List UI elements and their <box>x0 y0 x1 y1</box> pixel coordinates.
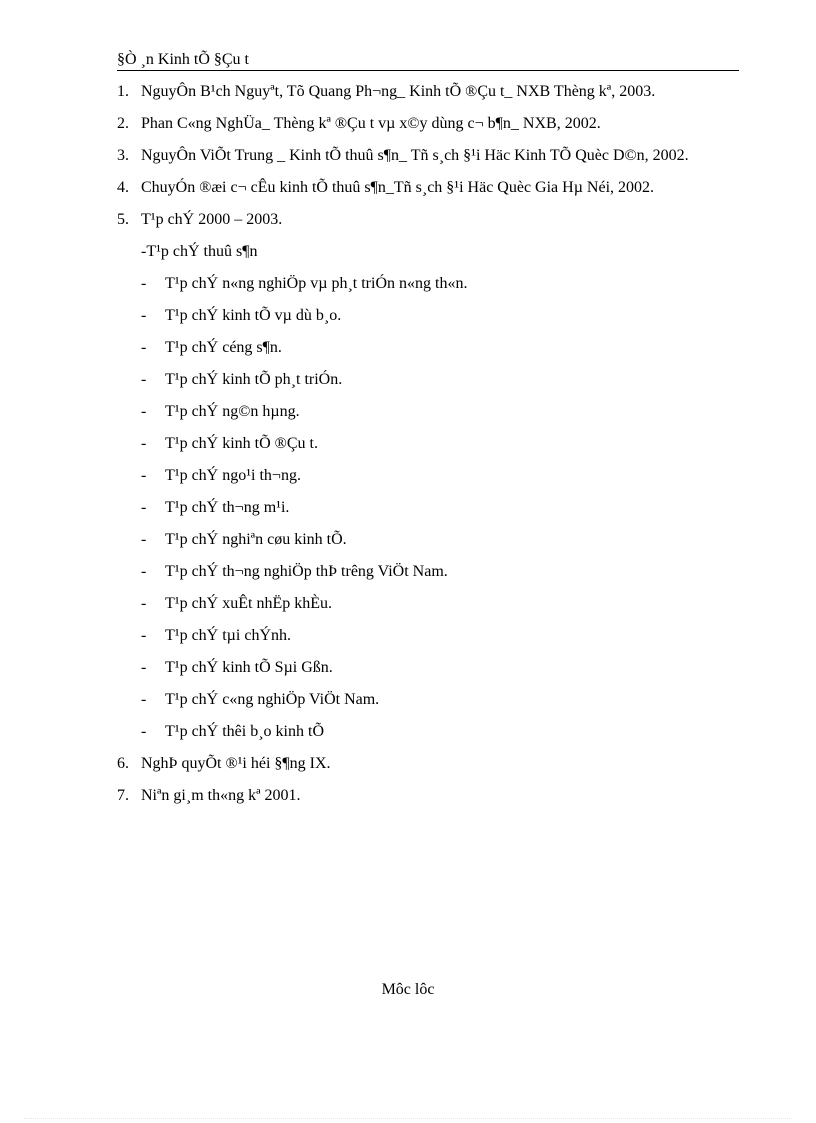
journal-text: T¹p chÝ kinh tÕ Sµi Gßn. <box>165 659 333 676</box>
dash-bullet: - <box>141 467 147 484</box>
reference-item <box>117 748 739 780</box>
journal-text: T¹p chÝ kinh tÕ ph¸t triÓn. <box>165 371 343 388</box>
reference-number: 2. <box>117 115 129 132</box>
dash-bullet: - <box>141 339 147 356</box>
reference-list <box>117 76 739 812</box>
reference-item <box>117 204 739 236</box>
reference-item <box>117 172 739 204</box>
journal-item <box>117 684 739 716</box>
journal-text: T¹p chÝ xuÊt nhËp khÈu. <box>165 595 332 612</box>
dash-bullet: - <box>141 595 147 612</box>
journal-item <box>117 332 739 364</box>
journal-text: T¹p chÝ nghiªn cøu kinh tÕ. <box>165 531 347 548</box>
page-header: §Ò ¸n Kinh tÕ §Çu t <box>117 50 739 71</box>
journal-item <box>117 716 739 748</box>
dash-bullet: - <box>141 659 147 676</box>
dash-bullet: - <box>141 499 147 516</box>
reference-text: Niªn gi¸m th«ng kª 2001. <box>141 787 301 804</box>
page-bottom-divider <box>24 1118 792 1119</box>
reference-number: 7. <box>117 787 129 804</box>
journal-item <box>117 524 739 556</box>
journal-item <box>117 364 739 396</box>
journal-item <box>117 268 739 300</box>
journal-text: T¹p chÝ n«ng nghiÖp vµ ph¸t triÓn n«ng th«n. <box>165 275 468 292</box>
journal-text: T¹p chÝ c«ng nghiÖp ViÖt Nam. <box>165 691 380 708</box>
journal-text: T¹p chÝ kinh tÕ vµ dù b¸o. <box>165 307 342 324</box>
journal-item <box>117 652 739 684</box>
reference-item <box>117 76 739 108</box>
journal-text: T¹p chÝ kinh tÕ ®Çu t. <box>165 435 318 452</box>
journal-text: T¹p chÝ ng©n hµng. <box>165 403 300 420</box>
dash-bullet: - <box>141 371 147 388</box>
reference-number: 1. <box>117 83 129 100</box>
dash-bullet: - <box>141 403 147 420</box>
journal-item <box>117 428 739 460</box>
journal-text: T¹p chÝ ngo¹i th¬ng. <box>165 467 301 484</box>
journal-text: T¹p chÝ tµi chÝnh. <box>165 627 291 644</box>
dash-bullet: - <box>141 627 147 644</box>
journal-text: T¹p chÝ thêi b¸o kinh tÕ <box>165 723 324 740</box>
journal-item <box>117 588 739 620</box>
reference-number: 4. <box>117 179 129 196</box>
dash-bullet: - <box>141 307 147 324</box>
journal-item <box>117 556 739 588</box>
journals-heading: -T¹p chÝ thuû s¶n <box>141 243 258 260</box>
reference-text: NguyÔn ViÕt Trung _ Kinh tÕ thuû s¶n_ Tñ s¸ch §¹i Häc Kinh TÕ Quèc D©n, 2002. <box>141 147 689 164</box>
reference-number: 3. <box>117 147 129 164</box>
dash-bullet: - <box>141 435 147 452</box>
reference-number: 6. <box>117 755 129 772</box>
dash-bullet: - <box>141 531 147 548</box>
reference-item <box>117 140 739 172</box>
journal-text: T¹p chÝ th¬ng m¹i. <box>165 499 290 516</box>
journal-item <box>117 396 739 428</box>
dash-bullet: - <box>141 563 147 580</box>
journal-text: T¹p chÝ céng s¶n. <box>165 339 282 356</box>
reference-text: T¹p chÝ 2000 – 2003. <box>141 211 283 228</box>
journal-item <box>117 620 739 652</box>
reference-number: 5. <box>117 211 129 228</box>
reference-text: ChuyÓn ®æi c¬ cÊu kinh tÕ thuû s¶n_Tñ s¸ch §¹i Häc Quèc Gia Hµ Néi, 2002. <box>141 179 655 196</box>
dash-bullet: - <box>141 275 147 292</box>
journal-text: T¹p chÝ th¬ng nghiÖp thÞ trêng ViÖt Nam. <box>165 563 448 580</box>
reference-text: Phan C«ng NghÜa_ Thèng kª ®Çu t vµ x©y dùng c¬ b¶n_ NXB, 2002. <box>141 115 601 132</box>
reference-text: NghÞ quyÕt ®¹i héi §¶ng IX. <box>141 755 331 772</box>
reference-item <box>117 108 739 140</box>
journal-item <box>117 460 739 492</box>
table-of-contents-heading: Môc lôc <box>381 981 435 998</box>
dash-bullet: - <box>141 691 147 708</box>
journal-item <box>117 492 739 524</box>
reference-text: NguyÔn B¹ch Nguyªt, Tõ Quang Ph¬ng_ Kinh tÕ ®Çu t_ NXB Thèng kª, 2003. <box>141 83 656 100</box>
dash-bullet: - <box>141 723 147 740</box>
reference-item <box>117 780 739 812</box>
journal-item <box>117 300 739 332</box>
